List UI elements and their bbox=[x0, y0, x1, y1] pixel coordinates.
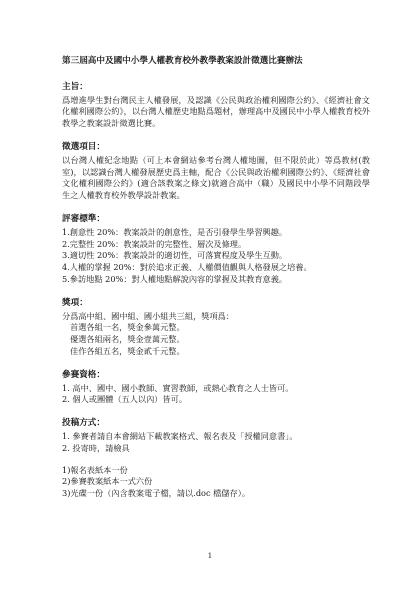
criteria-item: 4.人權的掌握 20%：對於追求正義、人權價值觀與人格發展之培養。 bbox=[62, 262, 312, 273]
award-item: 首選各組一名，獎金參萬元整。 bbox=[70, 322, 185, 333]
award-item: 佳作各組五名，獎金貳千元整。 bbox=[70, 345, 185, 356]
purpose-heading: 主旨： bbox=[62, 81, 88, 92]
awards-heading: 獎項： bbox=[62, 297, 88, 308]
purpose-text: 爲增進學生對台灣民主人權發展，及認識《公民與政治權利國際公約》、《經濟社會文化權利國際公約》，以台灣人權歷史地點爲題材，辦理高中及國民中小學人權教育校外教學之教案設計徵選比賽。 bbox=[62, 94, 370, 129]
document-title: 第三屆高中及國中小學人權教育校外教學教案設計徵選比賽辦法 bbox=[62, 56, 303, 66]
purpose-section bbox=[62, 82, 370, 130]
awards-section bbox=[62, 298, 370, 358]
submission-material: 1)報名表紙本一份 bbox=[62, 464, 128, 475]
submission-item: 2. 投寄時，請檢具 bbox=[62, 442, 130, 453]
criteria-item: 2.完整性 20%：教案設計的完整性、層次及條理。 bbox=[62, 238, 247, 249]
eligibility-section bbox=[62, 370, 370, 406]
submission-heading: 投稿方式： bbox=[62, 418, 105, 429]
page-number: 1 bbox=[207, 552, 213, 560]
eligibility-heading: 參賽資格： bbox=[62, 369, 105, 380]
topic-heading: 徵選項目： bbox=[62, 141, 105, 152]
submission-material: 3)光碟一份（內含教案電子檔，請以.doc 檔儲存）。 bbox=[62, 488, 251, 499]
criteria-section bbox=[62, 214, 370, 286]
criteria-item: 1.創意性 20%：教案設計的創意性，是否引發學生學習興趣。 bbox=[62, 226, 288, 237]
submission-material: 2)參賽教案紙本一式六份 bbox=[62, 476, 153, 487]
topic-text: 以台灣人權紀念地點（可上本會網站參考台灣人權地圖，但不限於此）等爲教材(教室)，以認識台灣人權發展歷史爲主軸，配合《公民與政治權利國際公約》、《經濟社會文化權利國際公約》(適合該教案之條文)就適合高中（職）及國民中小學不同階段學生之人權教育校外教學設計教案。 bbox=[62, 154, 370, 201]
criteria-heading: 評審標準： bbox=[62, 213, 105, 224]
eligibility-item: 1. 高中、國中、國小教師、實習教師，或熱心教育之人士皆可。 bbox=[62, 382, 294, 393]
submission-item: 1. 參賽者請自本會網站下載教案格式、報名表及「授權同意書」。 bbox=[62, 430, 298, 441]
criteria-item: 5.參訪地點 20%：對人權地點解說內容的掌握及其教育意義。 bbox=[62, 273, 288, 284]
eligibility-item: 2. 個人或團體（五人以內）皆可。 bbox=[62, 394, 188, 405]
submission-section bbox=[62, 418, 370, 500]
awards-intro: 分爲高中組、國中組、國小組共三組，獎項爲： bbox=[62, 310, 234, 321]
criteria-item: 3.適切性 20%：教案設計的適切性，可落實程度及學生互動。 bbox=[62, 250, 288, 261]
topic-section bbox=[62, 142, 370, 202]
award-item: 優選各組兩名，獎金壹萬元整。 bbox=[70, 334, 185, 345]
